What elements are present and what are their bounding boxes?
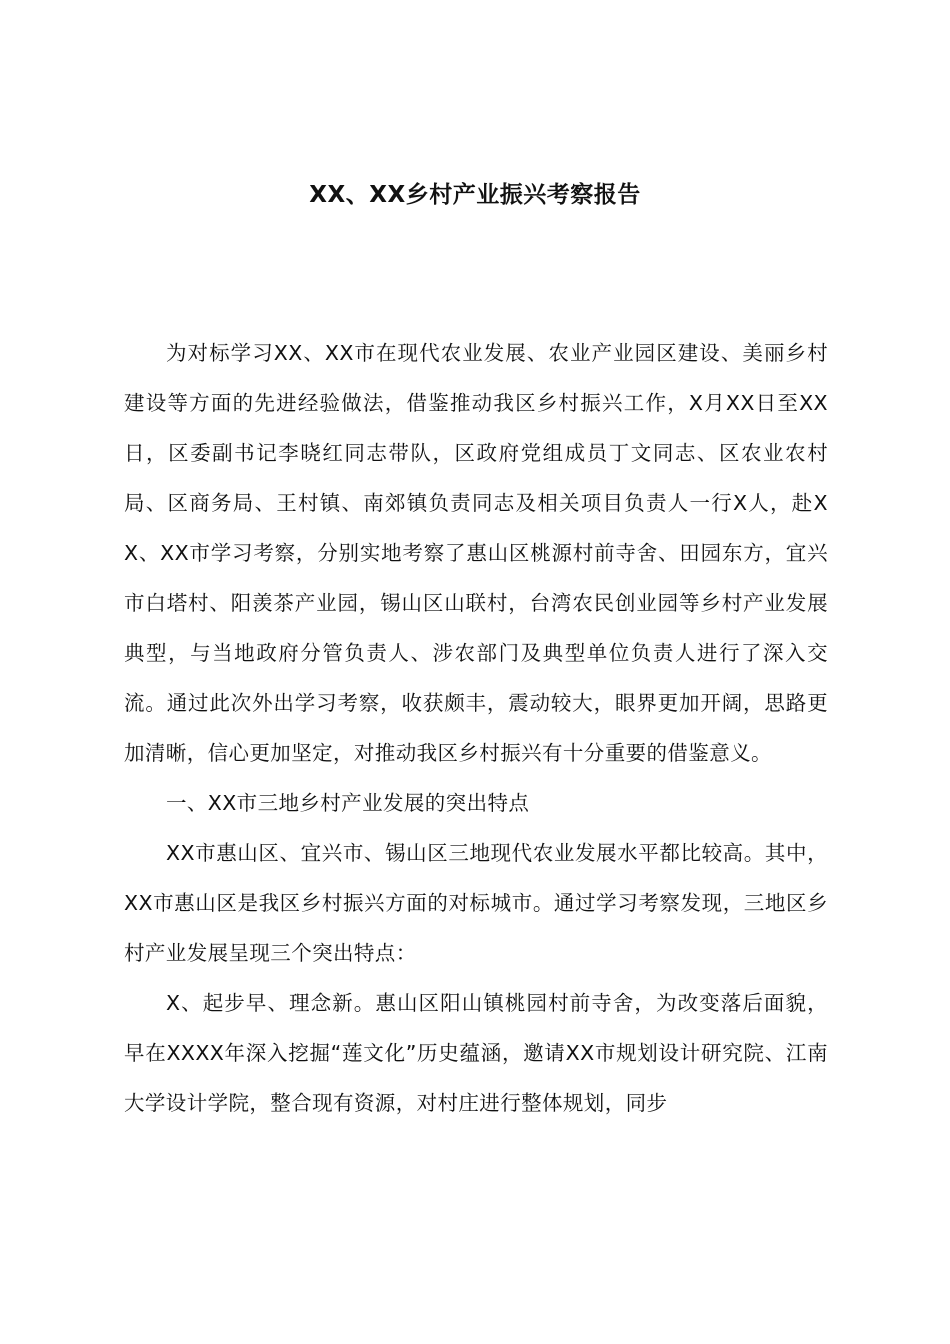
document-title: XX、XX乡村产业振兴考察报告 [309, 182, 641, 208]
paragraph-point-1: X、起步早、理念新。惠山区阳山镇桃园村前寺舍，为改变落后面貌，早在XXXX年深入挖掘“莲文化”历史蕴涵，邀请XX市规划设计研究院、江南大学设计学院，整合现有资源，对村庄进行整体规划，同步 [124, 991, 828, 1115]
paragraph-overview: XX市惠山区、宜兴市、锡山区三地现代农业发展水平都比较高。其中，XX市惠山区是我区乡村振兴方面的对标城市。通过学习考察发现，三地区乡村产业发展呈现三个突出特点： [124, 841, 828, 965]
document-body [124, 328, 828, 1128]
paragraph-intro: 为对标学习XX、XX市在现代农业发展、农业产业园区建设、美丽乡村建设等方面的先进经验做法，借鉴推动我区乡村振兴工作，X月XX日至XX日，区委副书记李晓红同志带队，区政府党组成员丁文同志、区农业农村局、区商务局、王村镇、南郊镇负责同志及相关项目负责人一行X人，赴XX、XX市学习考察，分别实地考察了惠山区桃源村前寺舍、田园东方，宜兴市白塔村、阳羡茶产业园，锡山区山联村，台湾农民创业园等乡村产业发展典型，与当地政府分管负责人、涉农部门及典型单位负责人进行了深入交流。通过此次外出学习考察，收获颇丰，震动较大，眼界更加开阔，思路更加清晰，信心更加坚定，对推动我区乡村振兴有十分重要的借鉴意义。 [124, 341, 828, 765]
section-heading-1: 一、XX市三地乡村产业发展的突出特点 [166, 791, 530, 815]
